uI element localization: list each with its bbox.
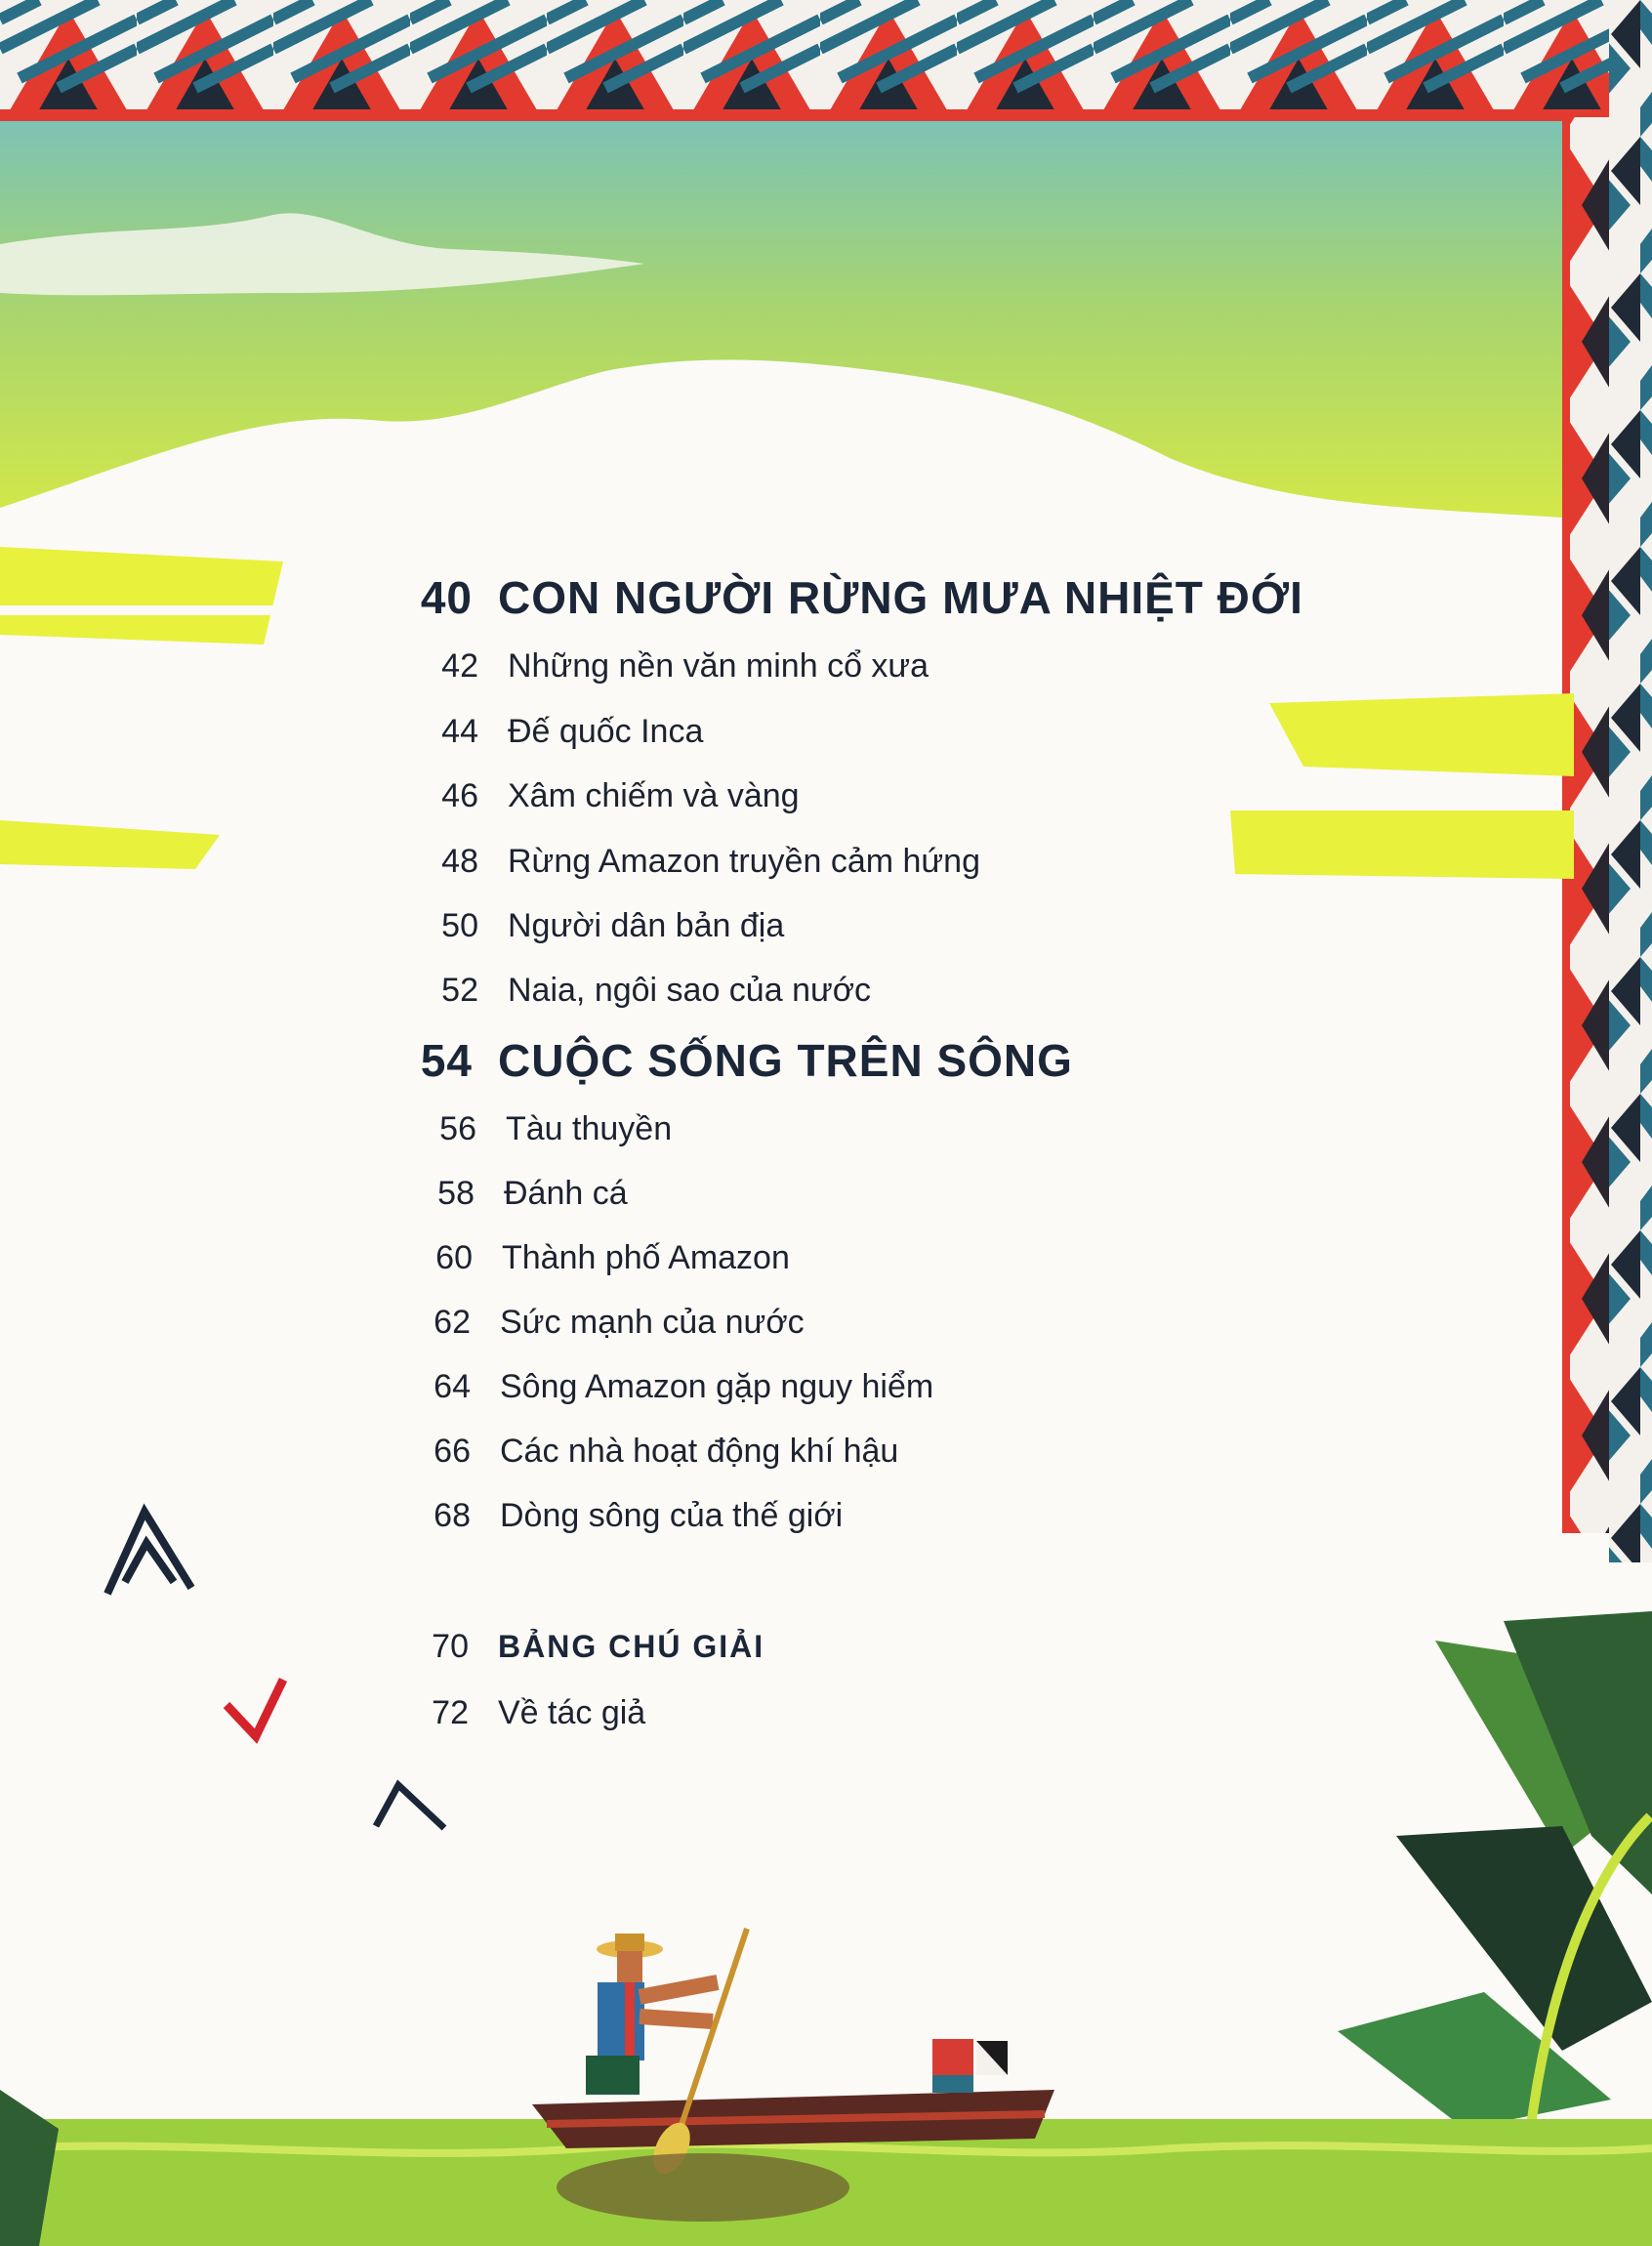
toc-glossary-entry[interactable] [412,1628,764,1666]
entry-title: Những nền văn minh cổ xưa [508,647,929,685]
entry-page-number: 60 [435,1239,473,1276]
entry-page-number: 66 [434,1433,471,1470]
entry-title: Tàu thuyền [506,1110,673,1147]
entry-title: BẢNG CHÚ GIẢI [498,1629,765,1664]
toc-entry[interactable] [422,647,929,686]
entry-title: Naia, ngôi sao của nước [508,972,872,1009]
toc-entry[interactable] [420,1110,672,1148]
section-page-number: 54 [420,1035,473,1086]
toc-entry[interactable] [414,1368,933,1406]
toc-entry[interactable] [412,1694,645,1732]
entry-title: Người dân bản địa [508,907,785,944]
entry-title: Sức mạnh của nước [500,1304,805,1341]
entry-page-number: 70 [432,1628,469,1665]
entry-page-number: 64 [434,1368,471,1405]
toc-section-heading[interactable] [402,1034,1073,1087]
entry-page-number: 56 [439,1110,476,1147]
entry-title: Thành phố Amazon [502,1239,790,1276]
toc-entry[interactable] [416,1239,790,1277]
toc-entry[interactable] [422,713,703,751]
toc-entry[interactable] [418,1175,628,1213]
entry-page-number: 52 [441,972,478,1009]
entry-page-number: 58 [437,1175,475,1212]
entry-title: Các nhà hoạt động khí hậu [500,1433,899,1470]
entry-page-number: 42 [441,647,478,685]
entry-page-number: 44 [441,713,478,750]
toc-entry[interactable] [414,1497,843,1535]
section-title: CUỘC SỐNG TRÊN SÔNG [498,1035,1073,1086]
entry-page-number: 46 [441,777,478,814]
toc-entry[interactable] [422,907,784,945]
toc-entry[interactable] [414,1433,898,1471]
toc-entry[interactable] [422,777,800,815]
entry-title: Đánh cá [504,1175,628,1212]
entry-page-number: 48 [441,843,478,880]
toc-section-heading[interactable] [402,571,1303,624]
toc-entry[interactable] [414,1304,805,1342]
section-page-number: 40 [420,572,473,623]
entry-title: Rừng Amazon truyền cảm hứng [508,843,980,880]
entry-title: Đế quốc Inca [508,713,704,750]
section-title: CON NGƯỜI RỪNG MƯA NHIỆT ĐỚI [498,572,1303,623]
entry-title: Dòng sông của thế giới [500,1497,844,1534]
entry-title: Sông Amazon gặp nguy hiểm [500,1368,934,1405]
entry-title: Về tác giả [498,1694,646,1731]
entry-title: Xâm chiếm và vàng [508,777,800,814]
entry-page-number: 50 [441,907,478,944]
entry-page-number: 62 [434,1304,471,1341]
toc-entry[interactable] [422,972,871,1010]
entry-page-number: 68 [434,1497,471,1534]
toc-entry[interactable] [422,843,980,881]
entry-page-number: 72 [432,1694,469,1731]
